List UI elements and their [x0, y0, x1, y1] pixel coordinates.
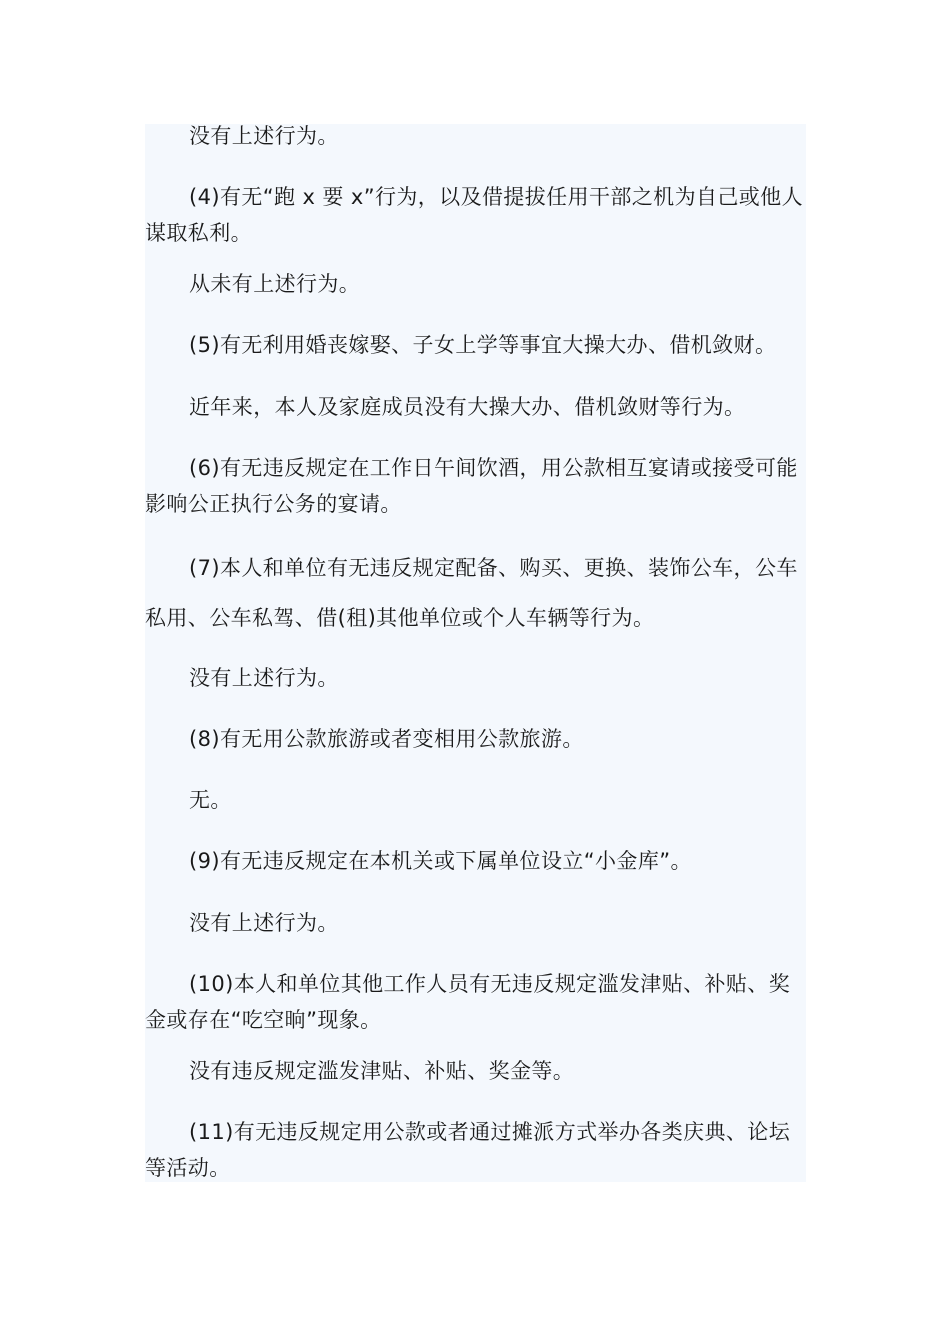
- paragraph-2: (4)有无“跑 x 要 x”行为，以及借提拔任用干部之机为自己或他人谋取私利。: [145, 185, 803, 245]
- paragraph-3: 从未有上述行为。: [189, 272, 361, 296]
- paragraph-10: 无。: [189, 788, 232, 812]
- paragraph-1: 没有上述行为。: [189, 124, 339, 148]
- paragraph-8: 没有上述行为。: [189, 666, 339, 690]
- paragraph-12: 没有上述行为。: [189, 911, 339, 935]
- paragraph-11: (9)有无违反规定在本机关或下属单位设立“小金库”。: [189, 849, 692, 873]
- paragraph-13: (10)本人和单位其他工作人员有无违反规定滥发津贴、补贴、奖金或存在“吃空晌”现象。: [145, 972, 791, 1032]
- paragraph-4: (5)有无利用婚丧嫁娶、子女上学等事宜大操大办、借机敛财。: [189, 333, 777, 357]
- paragraph-15: (11)有无违反规定用公款或者通过摊派方式举办各类庆典、论坛等活动。: [145, 1120, 791, 1180]
- paragraph-7: (7)本人和单位有无违反规定配备、购买、更换、装饰公车，公车私用、公车私驾、借(租)其他单位或个人车辆等行为。: [145, 556, 798, 630]
- paragraph-9: (8)有无用公款旅游或者变相用公款旅游。: [189, 727, 584, 751]
- paragraph-5: 近年来，本人及家庭成员没有大操大办、借机敛财等行为。: [189, 395, 746, 419]
- paragraph-6: (6)有无违反规定在工作日午间饮酒，用公款相互宴请或接受可能影响公正执行公务的宴请。: [145, 456, 798, 516]
- paragraph-14: 没有违反规定滥发津贴、补贴、奖金等。: [189, 1059, 575, 1083]
